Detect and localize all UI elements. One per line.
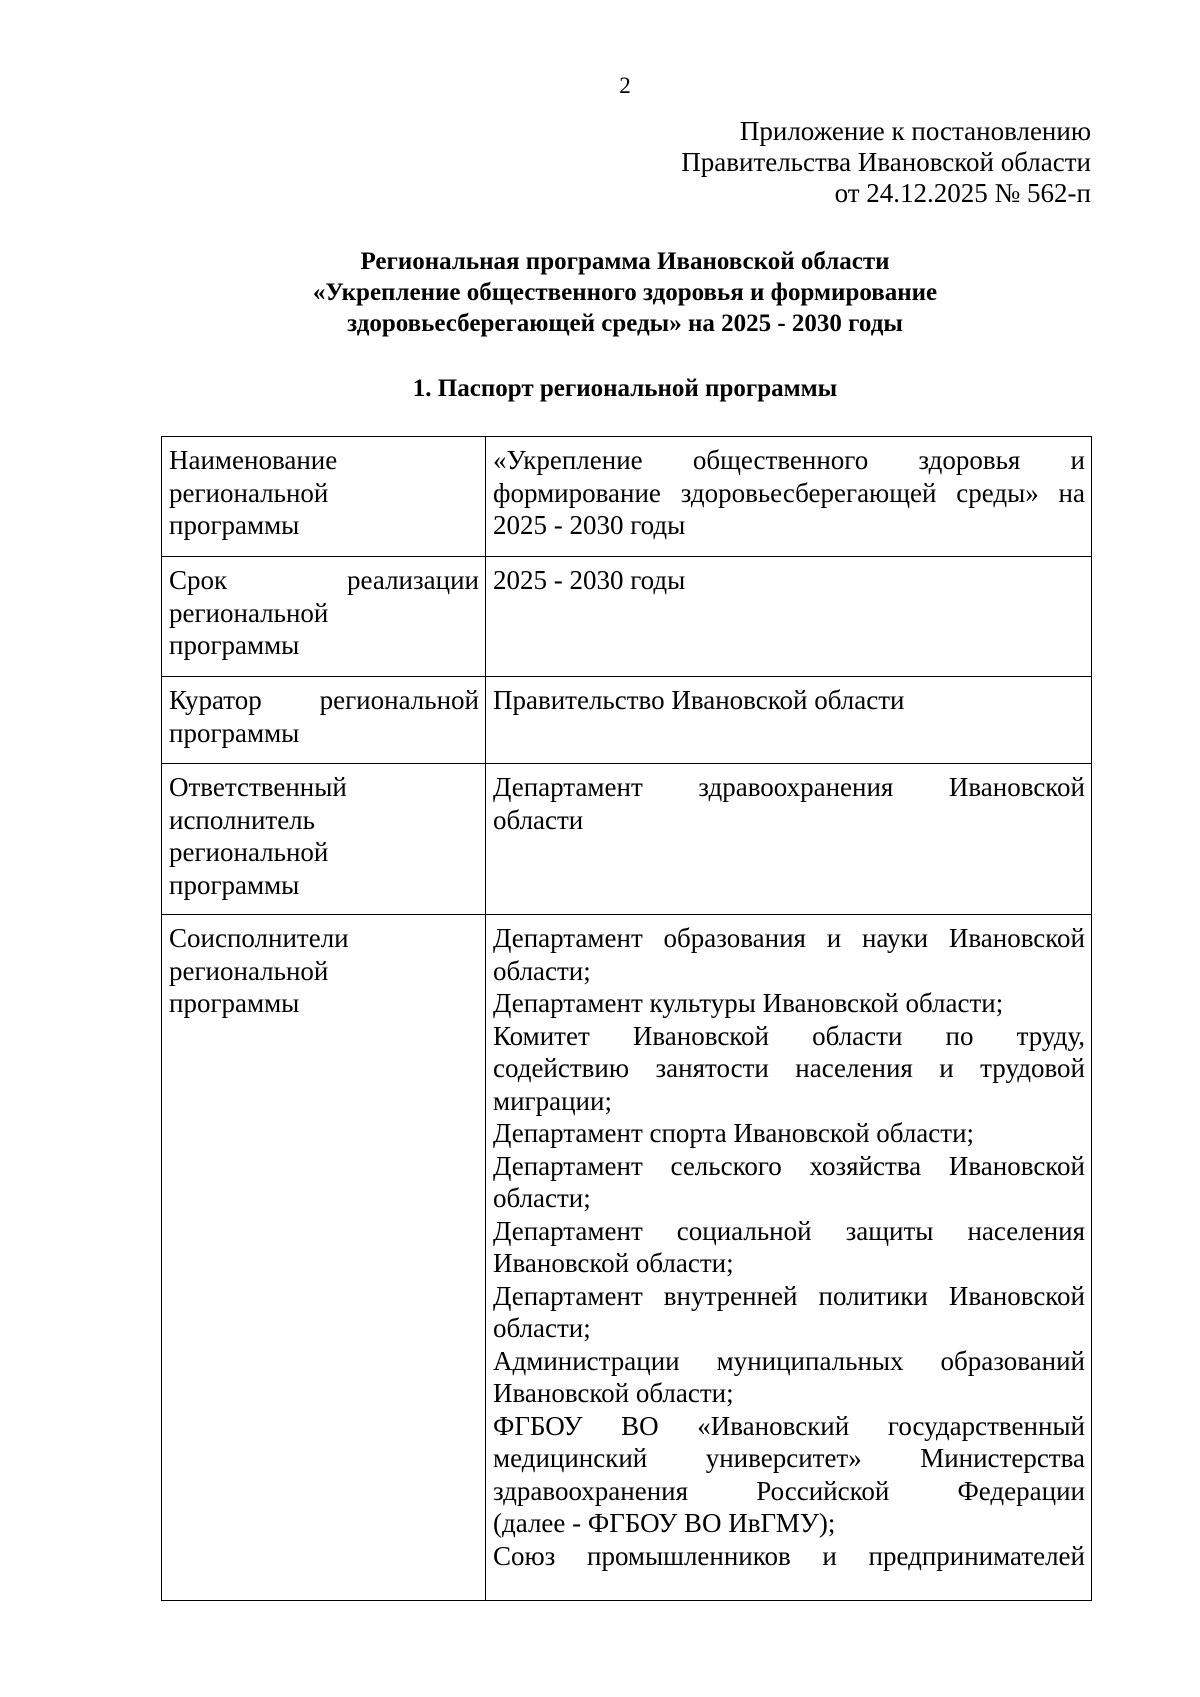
row-label-curator: Куратор региональной программы (162, 677, 486, 764)
row-label-term: Срок реализации региональной программы (162, 557, 486, 677)
section-heading: 1. Паспорт региональной программы (412, 375, 838, 402)
row-value-name: «Укрепление общественного здоровья и формирование здоровьесберегающей среды» на 2025 - 2030 годы (486, 437, 1092, 557)
page-number: 2 (619, 73, 631, 98)
document-title (150, 246, 1100, 339)
passport-table (161, 436, 1092, 1601)
row-label-coexecutors: Соисполнители региональной программы (162, 915, 486, 1601)
table-row (162, 764, 1092, 915)
row-value-curator: Правительство Ивановской области (486, 677, 1092, 764)
table-row (162, 437, 1092, 557)
row-label-name: Наименование региональной программы (162, 437, 486, 557)
row-value-term: 2025 - 2030 годы (486, 557, 1092, 677)
table-row (162, 677, 1092, 764)
appendix-header (681, 116, 1091, 209)
row-value-responsible: Департамент здравоохранения Ивановской области (486, 764, 1092, 915)
title-line: Региональная программа Ивановской области (360, 248, 890, 275)
title-line: «Укрепление общественного здоровья и формирование (312, 279, 938, 306)
row-label-responsible: Ответственный исполнитель региональной программы (162, 764, 486, 915)
appendix-line: Приложение к постановлению (739, 116, 1091, 146)
table-row (162, 915, 1092, 1601)
row-value-coexecutors: Департамент образования и науки Ивановской области; Департамент культуры Ивановской области; Комитет Ивановской области по труду, содействию занятости населения и трудовой миграции; Департамент спорта Ивановской области; Департамент сельского хозяйства Ивановской области; Департамент социальной защиты населения Ивановской области; Департамент внутренней политики Ивановской области; Администрации муниципальных образований Ивановской области; ФГБОУ ВО «Ивановский государственный медицинский университет» Министерства здравоохранения Российской Федерации (далее - ФГБОУ ВО ИвГМУ); Союз промышленников и предпринимателей (486, 915, 1092, 1601)
appendix-line: от 24.12.2025 № 562-п (834, 178, 1091, 208)
table-row (162, 557, 1092, 677)
title-line: здоровьесберегающей среды» на 2025 - 2030 годы (347, 310, 903, 337)
appendix-line: Правительства Ивановской области (681, 147, 1091, 177)
